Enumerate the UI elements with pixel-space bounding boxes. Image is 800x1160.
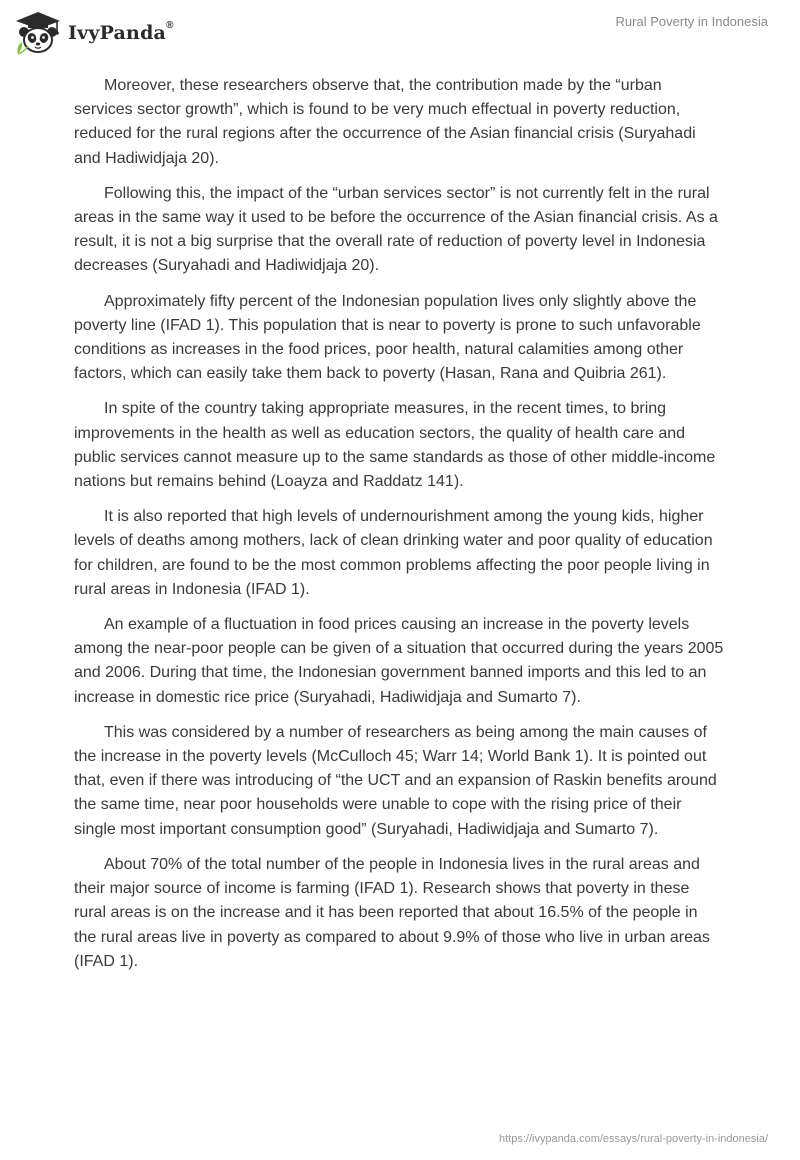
paragraph: Approximately fifty percent of the Indonesian population lives only slightly above the poverty line (IFAD 1). This population that is near to poverty is prone to such unfavorable conditions as increases in the food prices, poor health, natural calamities among other factors, which can easily take them back to poverty (Hasan, Rana and Quibria 261). [74,292,701,383]
paragraph: In spite of the country taking appropriate measures, in the recent times, to bring improvements in the health as well as education sectors, the quality of health care and public services cannot measure up to the same standards as those of other middle-income nations but remains behind (Loayza and Raddatz 141). [74,400,716,491]
paragraph: An example of a fluctuation in food prices causing an increase in the poverty levels among the near-poor people can be given of a situation that occurred during the years 2005 and 2006. During that time, the Indonesian government banned imports and this led to an increase in domestic rice price (Suryahadi, Hadiwidjaja and Sumarto 7). [74,616,724,706]
ivypanda-logo[interactable] [14,10,174,56]
paragraph: About 70% of the total number of the people in Indonesia lives in the rural areas and their major source of income is farming (IFAD 1). Research shows that poverty in these rural areas is on the increase and it has been reported that about 16.5% of the people in the rural areas live in poverty as compared to about 9.9% of those who live in urban areas (IFAD 1). [74,855,710,970]
page-header [0,0,800,70]
source-url[interactable]: https://ivypanda.com/essays/rural-poverty-in-indonesia/ [498,1133,768,1145]
paragraph: This was considered by a number of researchers as being among the main causes of the increase in the poverty levels (McCulloch 45; Warr 14; World Bank 1). It is pointed out that, even if there was introducing of “the UCT and an expansion of Raskin benefits around the same time, near poor households were unable to cope with the rising price of their single most important consumption good” (Suryahadi, Hadiwidjaja and Sumarto 7). [74,723,717,838]
paragraph: Following this, the impact of the “urban services sector” is not currently felt in the rural areas in the same way it used to be before the occurrence of the Asian financial crisis. As a result, it is not a big surprise that the overall rate of reduction of poverty level in Indonesia decreases (Suryahadi and Hadiwidjaja 20). [74,184,718,275]
registered-mark: ® [166,20,174,31]
essay-body [74,74,724,985]
panda-graduate-icon [14,10,62,56]
paragraph: It is also reported that high levels of undernourishment among the young kids, higher levels of deaths among mothers, lack of clean drinking water and poor quality of education for children, are found to be the most common problems affecting the poor people living in rural areas in Indonesia (IFAD 1). [74,508,713,598]
document-title: Rural Poverty in Indonesia [615,14,768,29]
brand-name: IvyPanda® [68,20,174,44]
paragraph: Moreover, these researchers observe that, the contribution made by the “urban services sector growth”, which is found to be very much effectual in poverty reduction, reduced for the rural regions after the occurrence of the Asian financial crisis (Suryahadi and Hadiwidjaja 20). [74,77,696,167]
